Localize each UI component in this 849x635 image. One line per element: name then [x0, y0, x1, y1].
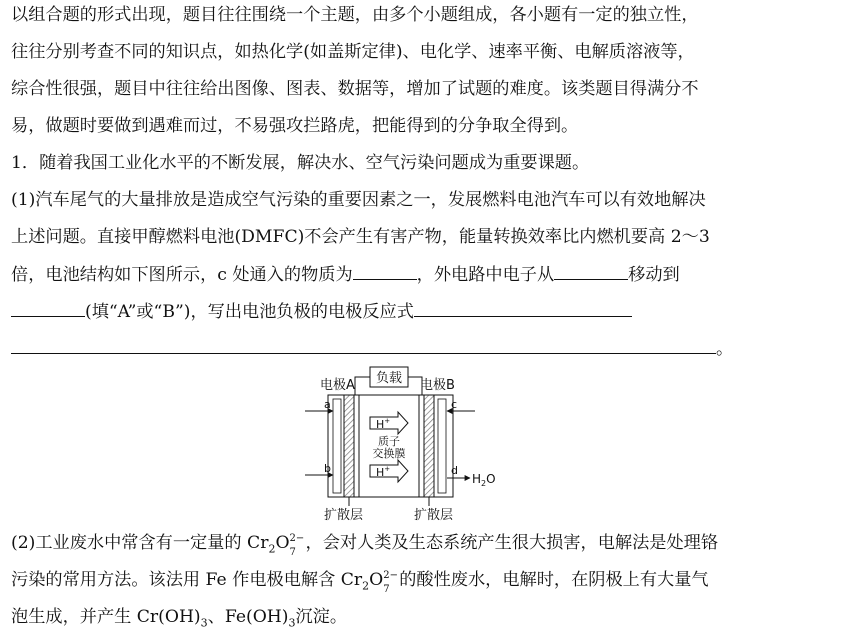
question-text: 沉淀。: [295, 607, 348, 627]
superscript: 2−: [289, 533, 305, 544]
electrode-a-label: 电极A: [320, 378, 355, 393]
subscript: 7: [289, 547, 296, 558]
ion-charge: [289, 533, 306, 558]
superscript: 2−: [383, 570, 398, 581]
question-text: 的酸性废水，电解时，在阴极上有大量气: [399, 570, 709, 590]
electrode-a: [354, 395, 359, 497]
diffusion-right-label: 扩散层: [414, 508, 454, 523]
question-text: 污染的常用方法。该法用 Fe 作电极电解含 Cr: [11, 570, 363, 590]
intro-line-2: 往往分别考查不同的知识点，如热化学(如盖斯定律)、电化学、速率平衡、电解质溶液等，: [11, 42, 695, 62]
port-d-label: d: [451, 464, 458, 477]
question-1-part1-line5: [11, 337, 733, 360]
question-1-part1-line2: 上述问题。直接甲醇燃料电池(DMFC)不会产生有害产物，能量转换效率比内燃机要高 2～3: [11, 227, 710, 247]
question-1-part1-line1: (1)汽车尾气的大量排放是造成空气污染的重要因素之一，发展燃料电池汽车可以有效地解决: [11, 190, 706, 210]
answer-blank-electron-from[interactable]: [554, 263, 628, 280]
question-text: O: [275, 533, 290, 553]
left-flow-channel: [333, 399, 341, 493]
question-1-heading: 1．随着我国工业化水平的不断发展，解决水、空气污染问题成为重要课题。: [11, 153, 590, 173]
question-2-line2: [11, 569, 709, 597]
question-text: (2)工业废水中常含有一定量的 Cr: [11, 533, 269, 553]
answer-blank-c-substance[interactable]: [353, 263, 417, 280]
question-text: 。: [716, 339, 734, 359]
port-b-label: b: [324, 462, 331, 475]
question-text: 倍，电池结构如下图所示，c 处通入的物质为: [11, 265, 353, 285]
electrode-b-label: 电极B: [420, 378, 455, 393]
question-2-line3: [11, 606, 347, 634]
electrode-b: [419, 395, 424, 497]
right-diffusion-layer: [424, 395, 434, 497]
intro-line-3: 综合性很强，题目中往往给出图像、图表、数据等，增加了试题的难度。该类题目得满分不: [11, 79, 699, 99]
external-wire-left: [355, 377, 370, 395]
question-1-part1-line4: [11, 300, 632, 323]
subscript: 7: [383, 584, 390, 595]
answer-blank-electrode-reaction-cont[interactable]: [11, 337, 716, 354]
subscript: 3: [288, 616, 296, 630]
intro-line-4: 易，做题时要做到遇难而过，不易强攻拦路虎，把能得到的分争取全得到。: [11, 116, 579, 136]
proton-label-top: H+: [376, 417, 391, 431]
diffusion-left-label: 扩散层: [324, 508, 364, 523]
question-text: (填“A”或“B”)，写出电池负极的电极反应式: [85, 302, 414, 322]
subscript: 3: [200, 616, 208, 630]
port-c-label: c: [451, 398, 458, 411]
question-text: ，会对人类及生态系统产生很大损害，电解法是处理铬: [305, 533, 719, 553]
membrane-label-line2: 交换膜: [372, 447, 406, 460]
question-text: 泡生成，并产生 Cr(OH): [11, 607, 201, 627]
left-diffusion-layer: [344, 395, 354, 497]
membrane-label-line1: 质子: [378, 435, 400, 448]
answer-blank-electron-to[interactable]: [11, 300, 85, 317]
port-a-label: a: [324, 398, 331, 411]
intro-line-1: 以组合题的形式出现，题目往往围绕一个主题，由多个小题组成，各小题有一定的独立性，: [11, 5, 699, 25]
question-text: 移动到: [628, 265, 680, 285]
proton-label-bottom: H+: [376, 465, 391, 479]
question-text: ，外电路中电子从: [416, 265, 555, 285]
subscript: 2: [362, 579, 370, 593]
load-label: 负载: [375, 371, 403, 386]
water-output-label: $H_2O$: [472, 472, 496, 488]
right-flow-channel: [438, 399, 446, 493]
fuel-cell-diagram: [300, 365, 550, 523]
question-2-line1: [11, 532, 718, 560]
subscript: 2: [268, 542, 276, 556]
answer-blank-electrode-reaction[interactable]: [414, 300, 632, 317]
question-text: O: [369, 570, 384, 590]
question-text: 、Fe(OH): [207, 607, 289, 627]
ion-charge: [383, 570, 399, 595]
question-1-part1-line3: [11, 263, 680, 286]
